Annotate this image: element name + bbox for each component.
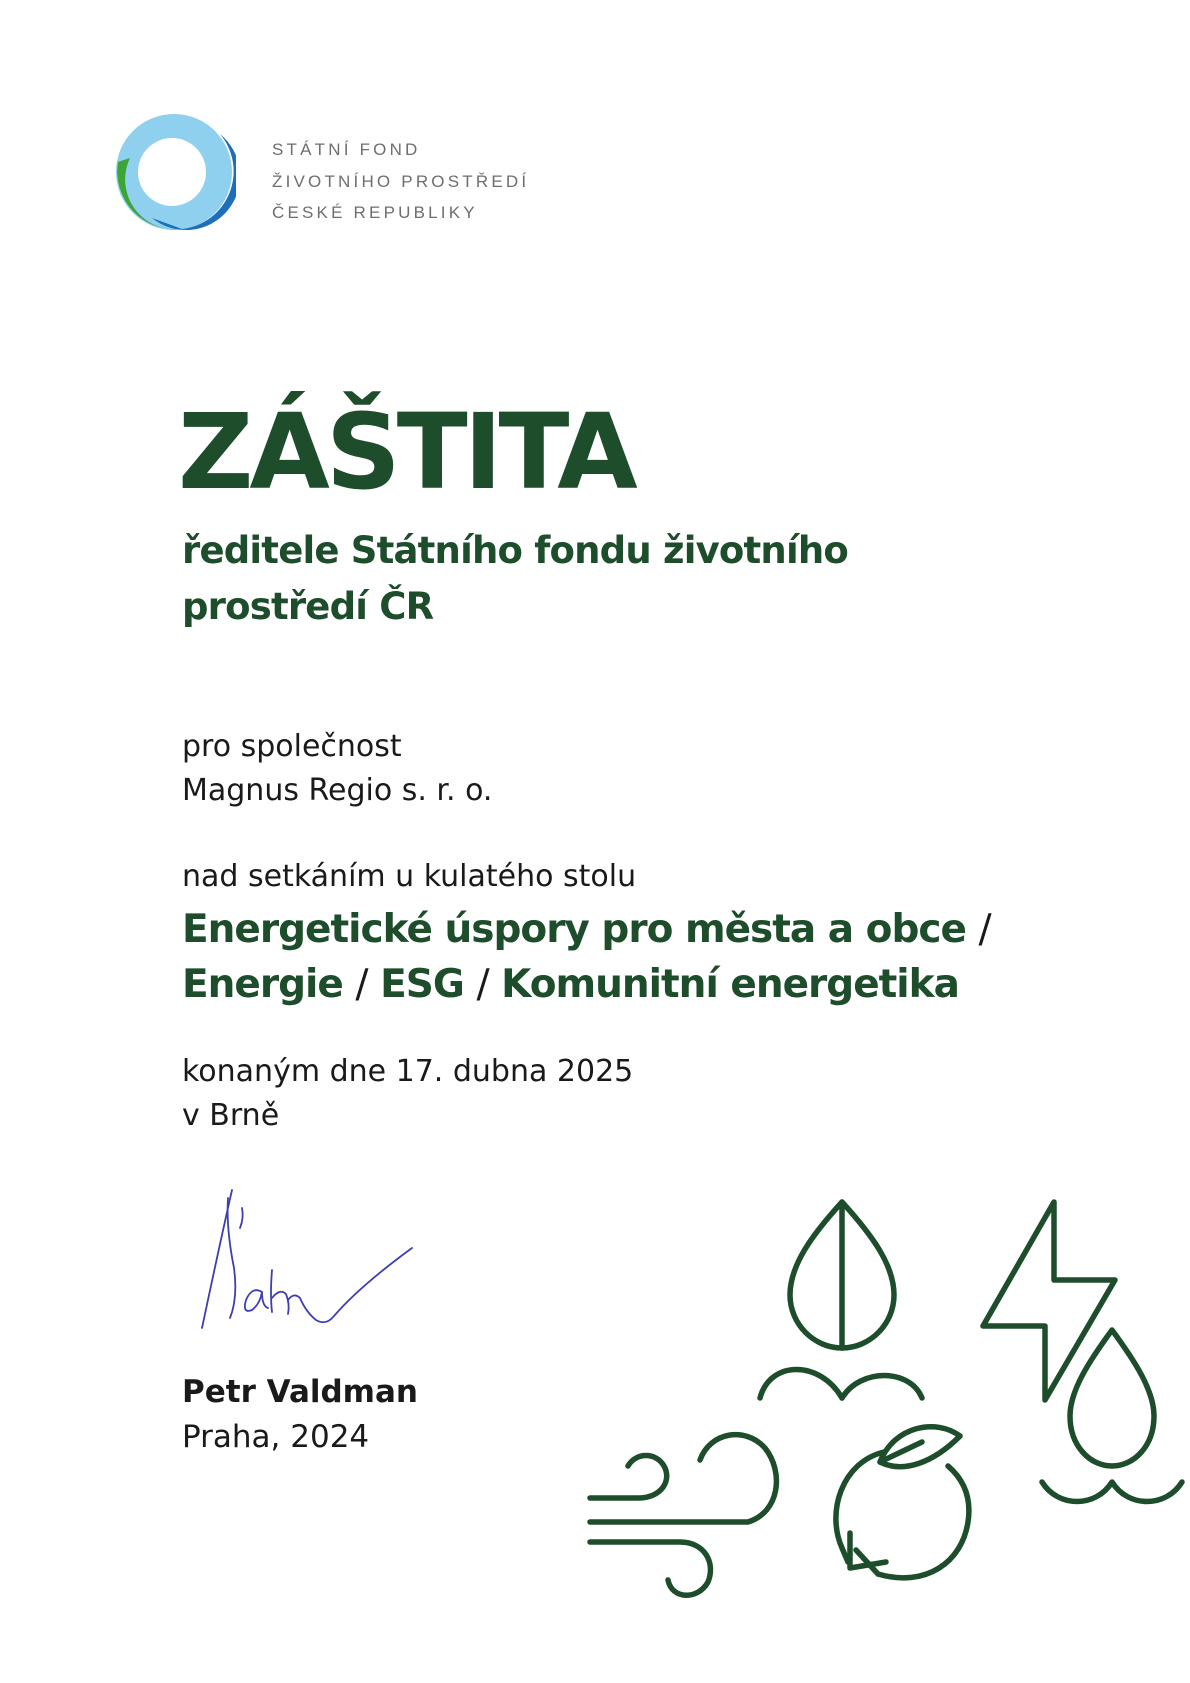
event-topic-esg: ESG: [380, 962, 464, 1007]
wind-icon: [590, 1435, 776, 1596]
event-intro-block: [182, 855, 636, 899]
leaf-icon: [790, 1202, 894, 1348]
event-date: konaným dne 17. dubna 2025: [182, 1054, 634, 1089]
event-title-main: Energetické úspory pro města a obce: [182, 907, 966, 952]
event-topic-community-energy: Komunitní energetika: [501, 962, 959, 1007]
recipient-block: [182, 725, 492, 813]
signer-place-year: Praha, 2024: [182, 1419, 370, 1455]
subtitle-line-1: ředitele Státního fondu životního: [182, 529, 848, 572]
event-title: [182, 902, 991, 1012]
certificate-subtitle: [182, 523, 942, 635]
event-title-line-2: [182, 957, 991, 1012]
event-intro: nad setkáním u kulatého stolu: [182, 859, 637, 894]
event-title-line-1: [182, 902, 991, 957]
org-line-3: ČESKÉ REPUBLIKY: [272, 203, 478, 222]
org-line-2: ŽIVOTNÍHO PROSTŘEDÍ: [272, 171, 530, 191]
separator: /: [476, 962, 489, 1007]
recipient-intro: pro společnost: [182, 729, 402, 764]
event-topic-energy: Energie: [182, 962, 343, 1007]
eco-icons-decoration: [580, 1190, 1190, 1683]
date-location-block: [182, 1050, 633, 1138]
separator: /: [355, 962, 368, 1007]
recycle-leaf-icon: [836, 1427, 969, 1578]
sfzp-logo-icon: [112, 110, 236, 234]
water-drop-icon: [1042, 1330, 1182, 1502]
signer-block: [182, 1370, 418, 1460]
certificate-title: ZÁŠTITA: [178, 391, 634, 513]
subtitle-line-2: prostředí ČR: [182, 585, 434, 628]
lightning-icon: [983, 1202, 1115, 1400]
sprout-arches-icon: [760, 1370, 922, 1399]
org-line-1: STÁTNÍ FOND: [272, 140, 421, 159]
separator: /: [978, 907, 991, 952]
signer-name: Petr Valdman: [182, 1374, 418, 1410]
event-location: v Brně: [182, 1098, 280, 1133]
signature-icon: [190, 1188, 420, 1340]
organization-name: [272, 134, 529, 229]
recipient-name: Magnus Regio s. r. o.: [182, 773, 493, 808]
